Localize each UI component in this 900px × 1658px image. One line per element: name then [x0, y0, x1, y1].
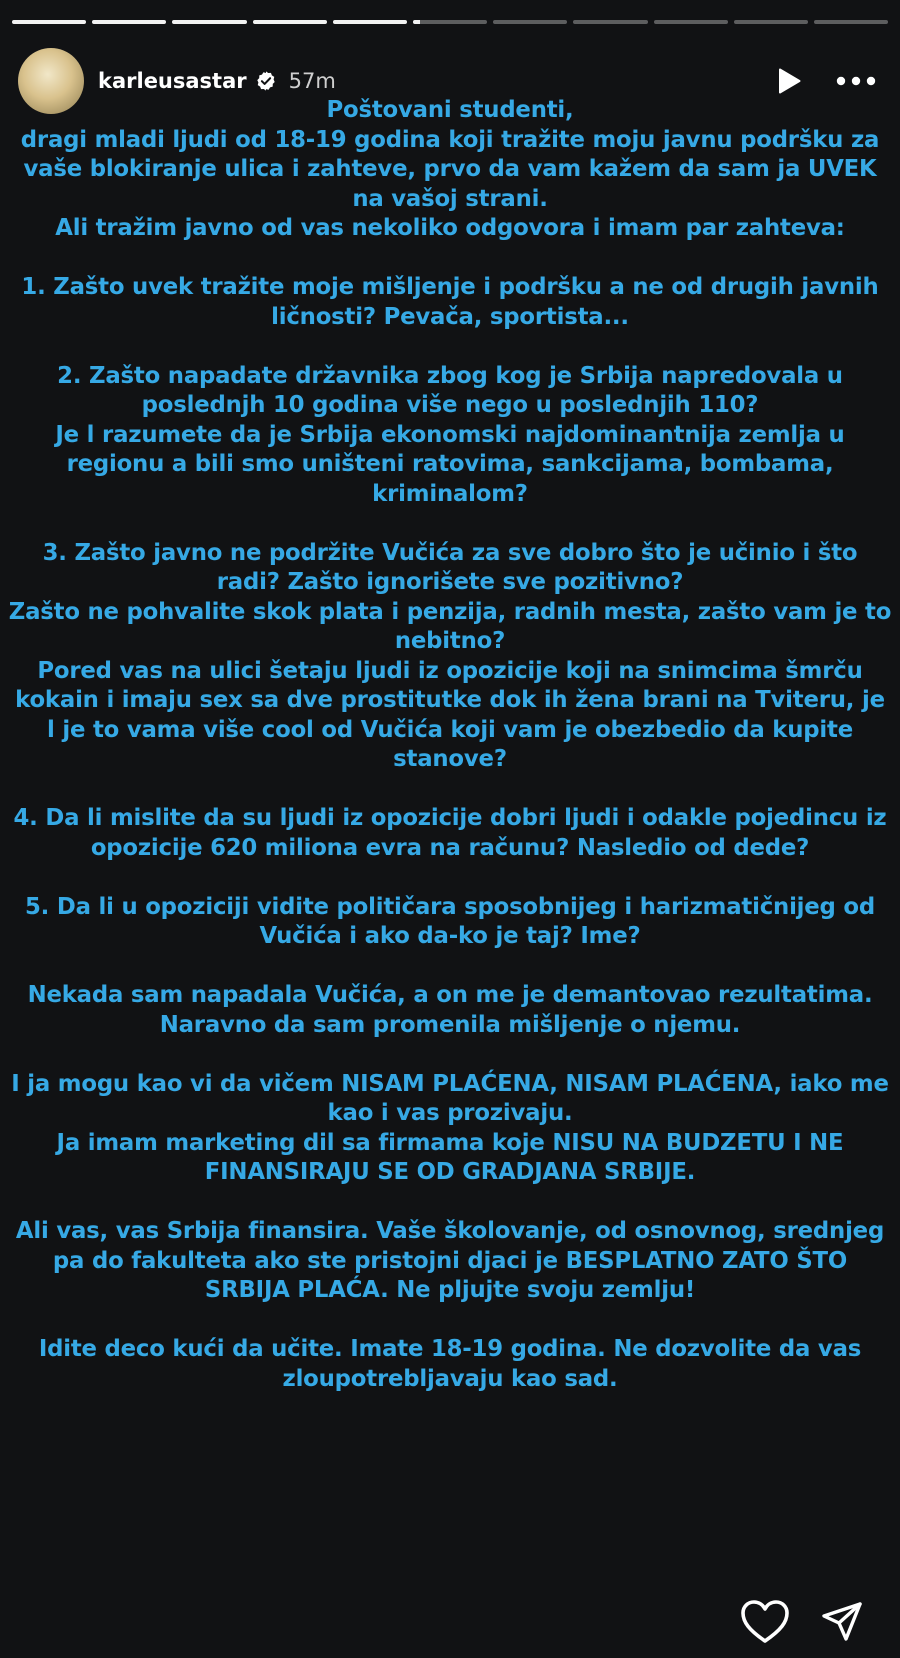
progress-segment-fill	[12, 20, 86, 24]
progress-segment	[333, 20, 407, 24]
progress-segment-fill	[333, 20, 407, 24]
progress-segment-fill	[413, 20, 420, 24]
progress-segment	[654, 20, 728, 24]
verified-badge-icon	[255, 70, 277, 92]
share-icon[interactable]	[820, 1600, 864, 1644]
progress-segment	[814, 20, 888, 24]
progress-segment	[172, 20, 246, 24]
progress-segment	[92, 20, 166, 24]
story-actions	[740, 1599, 864, 1645]
story-post-text: Poštovani studenti, dragi mladi ljudi od 18-19 godina koji tražite moju javnu podršku za vaše blokiranje ulica i zahteve, prvo da vam kažem da sam ja UVEK na vašoj strani. Ali tražim javno od vas nekoliko odgovora i imam par zahteva: 1. Zašto uvek tražite moje mišljenje i podršku a ne od drugih javnih ličnosti? Pevača, sportista... 2. Zašto napadate državnika zbog kog je Srbija napredovala u poslednjh 10 godina više nego u poslednjih 110? Je l razumete da je Srbija ekonomski najdominantnija zemlja u regionu a bili smo uništeni ratovima, sankcijama, bombama, kriminalom? 3. Zašto javno ne podržite Vučića za sve dobro što je učinio i što radi? Zašto ignorišete sve pozitivno? Zašto ne pohvalite skok plata i penzija, radnih mesta, zašto vam je to nebitno? Pored vas na ulici šetaju ljudi iz opozicije koji na snimcima šmrču kokain i imaju sex sa dve prostitutke dok ih žena brani na Tviteru, je l je to vama više cool od Vučića koji vam je obezbedio da kupite stanove? 4. Da li mislite da su ljudi iz opozicije dobri ljudi i odakle pojedincu iz opozicije 620 miliona evra na računu? Nasledio od dede? 5. Da li u opoziciji vidite političara sposobnijeg i harizmatičnijeg od Vučića i ako da-ko je taj? Ime? Nekada sam napadala Vučića, a on me je demantovao rezultatima. Naravno da sam promenila mišljenje o njemu. I ja mogu kao vi da vičem NISAM PLAĆENA, NISAM PLAĆENA, iako me kao i vas prozivaju. Ja imam marketing dil sa firmama koje NISU NA BUDZETU I NE FINANSIRAJU SE OD GRADJANA SRBIJE. Ali vas, vas Srbija finansira. Vaše školovanje, od osnovnog, srednjeg pa do fakulteta ako ste pristojni djaci je BESPLATNO ZATO ŠTO SRBIJA PLAĆA. Ne pljujte svoju zemlju! Idite deco kući da učite. Imate 18-19 godina. Ne dozvolite da vas zloupotrebljavaju kao sad.	[8, 97, 892, 1392]
progress-segment-fill	[172, 20, 246, 24]
progress-segment	[253, 20, 327, 24]
username[interactable]: karleusastar	[98, 69, 247, 93]
progress-segment	[573, 20, 647, 24]
heart-icon[interactable]	[740, 1599, 790, 1645]
progress-segment-fill	[253, 20, 327, 24]
post-time: 57m	[288, 69, 336, 93]
progress-segment	[12, 20, 86, 24]
more-icon[interactable]	[836, 76, 876, 86]
story-progress-bar	[12, 20, 888, 24]
progress-segment	[734, 20, 808, 24]
progress-segment	[413, 20, 487, 24]
progress-segment	[493, 20, 567, 24]
progress-segment-fill	[92, 20, 166, 24]
play-icon[interactable]	[776, 67, 802, 95]
